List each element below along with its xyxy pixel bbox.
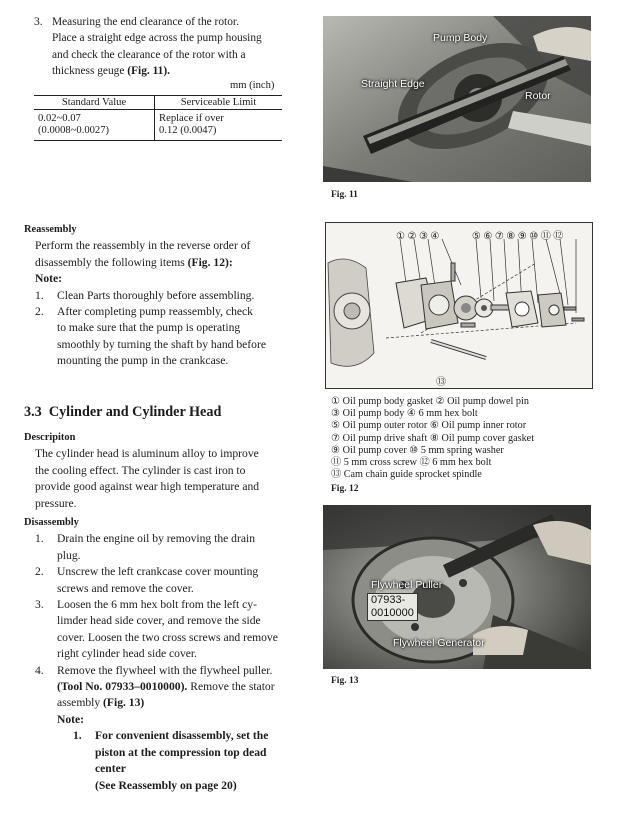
description-line: provide good against wear high temperature and [35, 480, 260, 494]
fig-12-legend-line: ③ Oil pump body ④ 6 mm hex bolt [331, 408, 478, 420]
spec-standard-value: 0.02~0.07 (0.0008~0.0027) [34, 110, 155, 141]
step-3-line: thickness geuge (Fig. 11). [52, 65, 171, 78]
description-section [24, 430, 286, 512]
description-heading: Descripiton [24, 432, 76, 443]
fig-13-label-flywheel-puller: Flywheel Puller [371, 579, 443, 591]
fig-12-illustration [326, 223, 592, 388]
fig-12-callout: ⑫ [553, 231, 564, 242]
fig-12-legend-line: ⑨ Oil pump cover ⑩ 5 mm spring washer [331, 444, 504, 456]
fig-11-photo [323, 16, 591, 182]
reassembly-note-label: Note: [35, 272, 63, 286]
fig-11-label-pump-body: Pump Body [433, 32, 488, 44]
fig-11-caption: Fig. 11 [331, 190, 358, 200]
fig-13-photo [323, 505, 591, 669]
fig-13-caption: Fig. 13 [331, 676, 359, 686]
spec-limit-value: Replace if over 0.12 (0.0047) [155, 110, 282, 141]
fig-13-label-tool-number: 07933- 0010000 [367, 593, 418, 621]
reassembly-section [24, 222, 286, 370]
section-title: Cylinder and Cylinder Head [48, 404, 222, 420]
fig-12-callout: ⑦ [494, 231, 504, 242]
step-3-text [34, 14, 294, 80]
spec-header-standard: Standard Value [34, 96, 155, 110]
fig-12-callout: ⑩ [529, 231, 539, 242]
reassembly-item: 2. After completing pump reassembly, check to make sure that the pump is operating smoothly by turning the shaft by hand before mounting the pump in the crankcase. [35, 305, 266, 368]
fig-12-callout: ⑤ [471, 231, 481, 242]
fig-11-label-rotor: Rotor [525, 90, 551, 102]
description-line: the cooling effect. The cylinder is cast iron to [35, 463, 246, 477]
fig-12-legend [331, 396, 601, 481]
description-line: The cylinder head is aluminum alloy to improve [35, 447, 259, 461]
step-3-line: Place a straight edge across the pump housing [52, 32, 262, 45]
fig-12-callout: ⑧ [506, 231, 516, 242]
disassembly-item: 1. Drain the engine oil by removing the drain plug. [35, 532, 256, 562]
description-line: pressure. [35, 496, 77, 510]
spec-header-limit: Serviceable Limit [155, 96, 282, 110]
reassembly-intro-line: disassembly the following items (Fig. 12): [35, 255, 233, 269]
fig-13-label-flywheel-generator: Flywheel Generator [393, 637, 485, 649]
fig-11-label-straight-edge: Straight Edge [361, 78, 425, 90]
fig-12-legend-line: ⑪ 5 mm cross screw ⑫ 6 mm hex bolt [331, 457, 492, 469]
fig-12-callout: ② [407, 231, 417, 242]
disassembly-heading: Disassembly [24, 517, 79, 528]
fig-12-callout: ① [396, 231, 405, 242]
fig-12-callout: ⑪ [540, 231, 551, 242]
disassembly-item: 2. Unscrew the left crankcase cover mounting screws and remove the cover. [35, 565, 259, 595]
disassembly-item: 4. Remove the flywheel with the flywheel puller. (Tool No. 07933–0010000). Remove the stator assembly (Fig. 13) Note: 1. For convenient disassembly, set the piston at the compression top dead center (See Reassembly on page 20) [35, 663, 292, 794]
fig-12-caption: Fig. 12 [331, 484, 359, 494]
step-3-number: 3. [34, 15, 43, 28]
fig-12-callout: ③ [418, 231, 428, 242]
fig-12-callout: ⑥ [483, 231, 493, 242]
fig-12-diagram [325, 222, 593, 389]
spec-table [34, 95, 282, 141]
reassembly-heading: Reassembly [24, 224, 77, 235]
disassembly-section [24, 515, 292, 794]
spec-unit: mm (inch) [230, 80, 275, 91]
section-heading [24, 404, 221, 421]
reassembly-item: 1. Clean Parts thoroughly before assembling. [35, 288, 255, 302]
disassembly-note-label: Note: [57, 712, 85, 726]
fig-12-callout: ④ [430, 231, 440, 242]
reassembly-intro-line: Perform the reassembly in the reverse order of [35, 239, 251, 253]
section-number: 3.3 [24, 404, 42, 420]
disassembly-note: 1. For convenient disassembly, set the piston at the compression top dead center (See Reassembly on page 20) [73, 729, 269, 792]
step-3-line: Measuring the end clearance of the rotor. [52, 16, 239, 28]
disassembly-item: 3. Loosen the 6 mm hex bolt from the left cy- limder head side cover, and remove the side cover. Loosen the two cross screws and remove right cylinder head side cover. [35, 598, 278, 661]
step-3-line: and check the clearance of the rotor with a [52, 48, 246, 61]
fig-12-legend-line: ① Oil pump body gasket ② Oil pump dowel pin [331, 396, 529, 407]
fig-12-legend-line: ⑬ Cam chain guide sprocket spindle [331, 469, 482, 481]
fig-12-callout: ⑨ [517, 231, 527, 242]
fig-12-legend-line: ⑦ Oil pump drive shaft ⑧ Oil pump cover gasket [331, 432, 535, 444]
fig-12-legend-line: ⑤ Oil pump outer rotor ⑥ Oil pump inner rotor [331, 420, 527, 432]
fig-12-callout-bottom: ⑬ [436, 377, 446, 388]
